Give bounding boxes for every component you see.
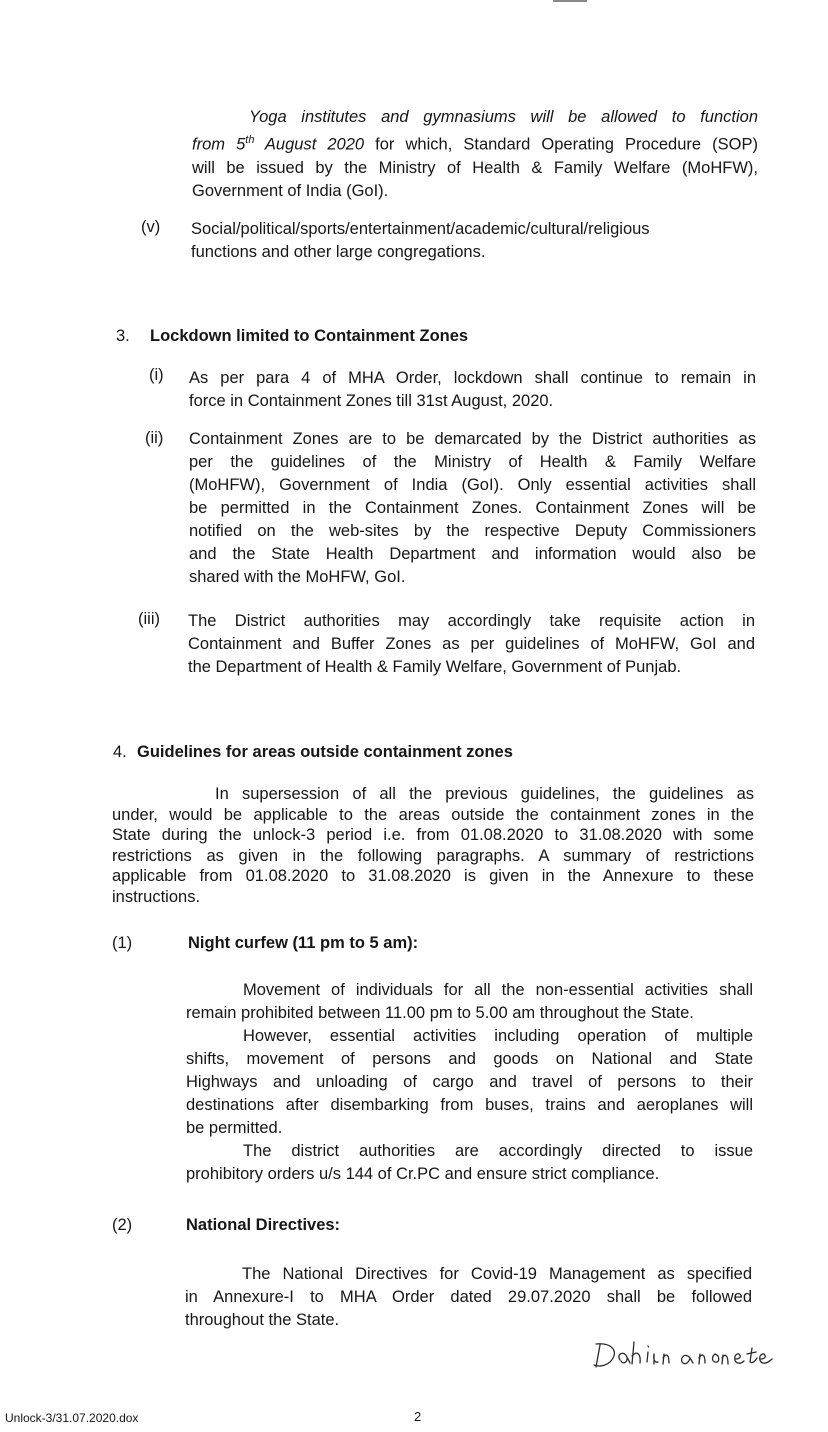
text-line: Social/political/sports/entertainment/academic/cultural/religious — [191, 220, 650, 238]
subsection-heading: Night curfew (11 pm to 5 am): — [188, 934, 419, 952]
item-v-paragraph — [191, 218, 699, 264]
text-line: applicable from 01.08.2020 to 31.08.2020 is given in the Annexure to these — [112, 867, 754, 885]
text-line: State during the unlock-3 period i.e. from 01.08.2020 to 31.08.2020 with some — [112, 826, 754, 844]
section3-item-iii — [188, 610, 755, 679]
text-line: The district authorities are accordingly directed to issue — [243, 1142, 753, 1160]
footer-filename: Unlock-3/31.07.2020.dox — [5, 1411, 139, 1425]
text-line: (MoHFW), Government of India (GoI). Only essential activities shall — [189, 476, 756, 494]
national-directives-paragraph — [185, 1263, 752, 1332]
text-line: throughout the State. — [185, 1311, 340, 1329]
text-fragment: from 5 — [192, 135, 246, 154]
section3-item-ii — [189, 428, 756, 589]
item-label: (i) — [149, 366, 164, 384]
subsection-heading: National Directives: — [186, 1216, 341, 1234]
section-heading: Lockdown limited to Containment Zones — [150, 327, 469, 345]
section-number: 4. — [113, 743, 127, 761]
text-line: the Department of Health & Family Welfare, Government of Punjab. — [188, 658, 682, 676]
section3-item-i — [189, 367, 756, 413]
text-line: restrictions as given in the following paragraphs. A summary of restrictions — [112, 846, 754, 865]
text-line: remain prohibited between 11.00 pm to 5.00 am throughout the State. — [186, 1004, 694, 1022]
section4-intro — [112, 784, 754, 907]
text-line: shared with the MoHFW, GoI. — [189, 568, 406, 586]
text-line: shifts, movement of persons and goods on National and State — [186, 1050, 753, 1068]
text-line: In supersession of all the previous guidelines, the guidelines as — [215, 785, 754, 803]
text-line: The National Directives for Covid-19 Management as specified — [242, 1265, 752, 1283]
text-line: and the State Health Department and information would also be — [189, 545, 756, 563]
text-line: Containment and Buffer Zones as per guidelines of MoHFW, GoI and — [188, 635, 755, 653]
item-label: (iii) — [138, 610, 160, 628]
text-line: will be issued by the Ministry of Health & Family Welfare (MoHFW), — [192, 158, 758, 177]
text-line: prohibitory orders u/s 144 of Cr.PC and ensure strict compliance. — [186, 1165, 660, 1183]
section-number: 3. — [116, 327, 130, 345]
text-line: be permitted in the Containment Zones. Containment Zones will be — [189, 499, 756, 517]
text-line: Containment Zones are to be demarcated by the District authorities as — [189, 430, 756, 448]
section-heading: Guidelines for areas outside containment zones — [137, 743, 513, 761]
text-line — [192, 129, 758, 157]
text-line: under, would be applicable to the areas outside the containment zones in the — [112, 805, 754, 824]
text-line: destinations after disembarking from buses, trains and aeroplanes will — [186, 1096, 753, 1114]
text-line: be permitted. — [186, 1119, 283, 1137]
text-line: However, essential activities including operation of multiple — [243, 1027, 753, 1045]
text-line: Highways and unloading of cargo and travel of persons to their — [186, 1073, 753, 1091]
superscript: th — [245, 134, 255, 146]
text-line: Yoga institutes and gymnasiums will be allowed to function — [249, 108, 758, 126]
text-line: force in Containment Zones till 31st August, 2020. — [189, 392, 554, 410]
text-fragment: for which, Standard Operating Procedure (SOP) — [364, 135, 759, 154]
subsection-label: (2) — [112, 1216, 133, 1234]
handwritten-signature — [590, 1330, 820, 1375]
page-number: 2 — [414, 1409, 422, 1424]
text-line: in Annexure-I to MHA Order dated 29.07.2020 shall be followed — [185, 1288, 752, 1306]
item-label: (ii) — [145, 429, 164, 447]
yoga-paragraph — [192, 106, 758, 203]
scan-edge-mark — [553, 0, 587, 2]
text-line: The District authorities may accordingly take requisite action in — [188, 612, 755, 630]
subsection-label: (1) — [112, 934, 133, 952]
text-line: As per para 4 of MHA Order, lockdown shall continue to remain in — [189, 369, 756, 387]
text-fragment: August 2020 — [254, 135, 365, 154]
text-line: Movement of individuals for all the non-essential activities shall — [243, 981, 753, 999]
night-curfew-paragraphs — [186, 979, 753, 1186]
text-line: per the guidelines of the Ministry of Health & Family Welfare — [189, 453, 756, 471]
text-line: instructions. — [112, 887, 201, 906]
text-line: functions and other large congregations. — [191, 243, 486, 261]
item-label: (v) — [141, 218, 161, 236]
text-line: Government of India (GoI). — [192, 181, 389, 200]
text-line: notified on the web-sites by the respective Deputy Commissioners — [189, 522, 756, 540]
